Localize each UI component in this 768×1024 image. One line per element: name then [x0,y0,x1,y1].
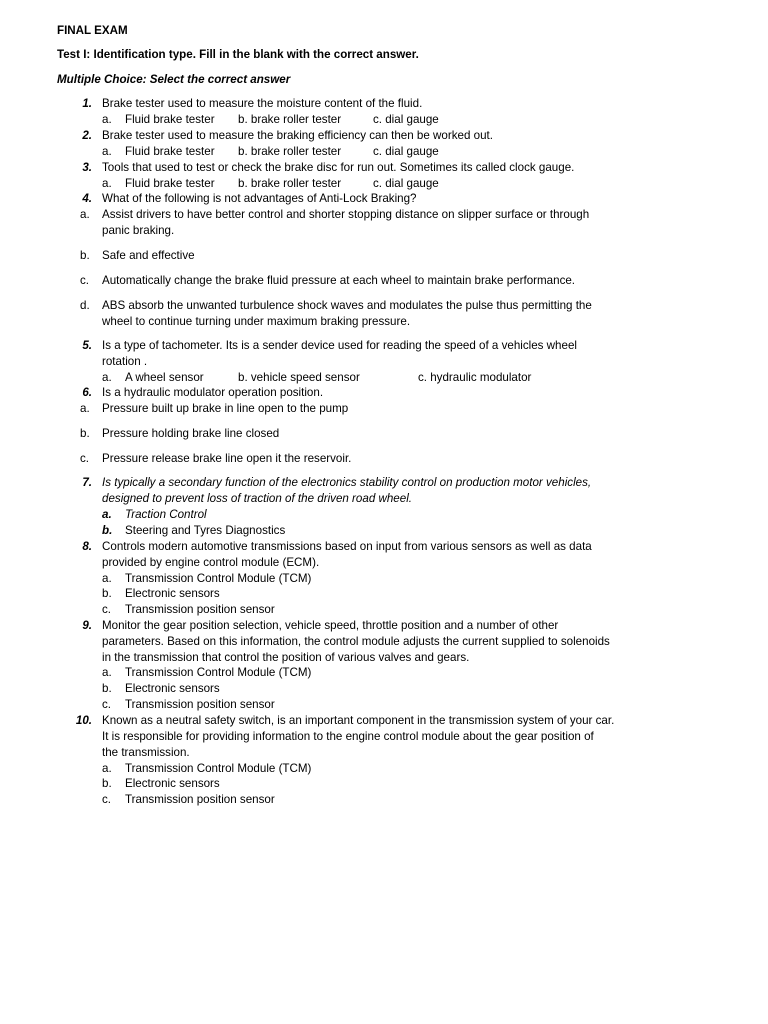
option-letter: c. [102,603,112,616]
option-letter: b. [80,249,90,262]
question-text: Is a type of tachometer. Its is a sender device used for reading the speed of a vehicles wheel [102,339,577,352]
option-letter: a. [102,572,112,585]
option-text: Pressure release brake line open it the reservoir. [102,452,352,465]
option-text: b. brake roller tester [238,113,342,126]
option-letter: b. [102,777,112,790]
question-number: 3. [82,161,92,174]
question-number: 4. [82,192,92,205]
question-text: Is a hydraulic modulator operation position. [102,386,324,399]
option-text: Electronic sensors [125,682,220,695]
option-text: b. brake roller tester [238,145,342,158]
option-text: wheel to continue turning under maximum braking pressure. [102,315,411,328]
option-text: Assist drivers to have better control and shorter stopping distance on slipper surface or through [102,208,590,221]
question-number: 1. [82,97,92,110]
question-number: 6. [82,386,92,399]
option-text: b. vehicle speed sensor [238,371,360,384]
option-text: Traction Control [125,508,207,521]
option-text: panic braking. [102,224,175,237]
question-text: in the transmission that control the position of various valves and gears. [102,651,470,664]
option-letter: a. [102,508,112,521]
question-text: Controls modern automotive transmissions based on input from various sensors as well as data [102,540,592,553]
option-text: Electronic sensors [125,777,220,790]
option-letter: a. [80,208,90,221]
question-text: rotation . [102,355,148,368]
question-text: What of the following is not advantages of Anti-Lock Braking? [102,192,417,205]
option-text: Transmission Control Module (TCM) [125,666,312,679]
option-text: A wheel sensor [125,371,204,384]
option-letter: a. [80,402,90,415]
question-text: Brake tester used to measure the moisture content of the fluid. [102,97,423,110]
option-text: c. dial gauge [373,145,439,158]
question-text: It is responsible for providing information to the engine control module about the gear position of [102,730,594,743]
option-letter: b. [102,682,112,695]
section-subtitle: Multiple Choice: Select the correct answer [57,73,291,86]
question-text: provided by engine control module (ECM). [102,556,320,569]
option-text: Transmission Control Module (TCM) [125,762,312,775]
option-text: Automatically change the brake fluid pressure at each wheel to maintain brake performance. [102,274,576,287]
question-number: 8. [82,540,92,553]
question-text: Tools that used to test or check the brake disc for run out. Sometimes its called clock gauge. [102,161,575,174]
option-letter: c. [102,698,112,711]
question-text: parameters. Based on this information, the control module adjusts the current supplied to solenoids [102,635,610,648]
option-letter: c. [80,452,90,465]
option-text: Steering and Tyres Diagnostics [125,524,286,537]
option-text: Pressure built up brake in line open to the pump [102,402,349,415]
question-number: 10. [75,714,92,727]
option-text: Pressure holding brake line closed [102,427,280,440]
option-text: Electronic sensors [125,587,220,600]
option-letter: b. [102,524,113,537]
option-text: Transmission position sensor [125,603,275,616]
option-letter: a. [102,113,112,126]
option-text: ABS absorb the unwanted turbulence shock waves and modulates the pulse thus permitting the [102,299,592,312]
option-text: Fluid brake tester [125,145,215,158]
option-text: c. hydraulic modulator [418,371,532,384]
question-text: Is typically a secondary function of the electronics stability control on production motor vehicles, [102,476,592,489]
option-text: c. dial gauge [373,113,439,126]
option-letter: a. [102,666,112,679]
question-text: Brake tester used to measure the braking efficiency can then be worked out. [102,129,493,142]
option-text: Fluid brake tester [125,113,215,126]
option-text: Fluid brake tester [125,177,215,190]
option-letter: c. [102,793,112,806]
option-letter: b. [102,587,112,600]
option-letter: a. [102,762,112,775]
question-text: Known as a neutral safety switch, is an important component in the transmission system of your car. [102,714,615,727]
option-letter: a. [102,371,112,384]
option-text: c. dial gauge [373,177,439,190]
question-text: designed to prevent loss of traction of the driven road wheel. [102,492,412,505]
question-number: 7. [82,476,92,489]
option-text: Safe and effective [102,249,195,262]
option-text: Transmission Control Module (TCM) [125,572,312,585]
option-text: b. brake roller tester [238,177,342,190]
option-letter: a. [102,177,112,190]
option-letter: b. [80,427,90,440]
question-number: 9. [82,619,92,632]
question-text: the transmission. [102,746,190,759]
exam-title: FINAL EXAM [57,24,128,37]
option-text: Transmission position sensor [125,698,275,711]
option-text: Transmission position sensor [125,793,275,806]
question-text: Monitor the gear position selection, vehicle speed, throttle position and a number of other [102,619,559,632]
option-letter: d. [80,299,90,312]
option-letter: c. [80,274,90,287]
question-number: 2. [82,129,92,142]
option-letter: a. [102,145,112,158]
test-title: Test I: Identification type. Fill in the blank with the correct answer. [57,48,419,61]
question-number: 5. [82,339,92,352]
